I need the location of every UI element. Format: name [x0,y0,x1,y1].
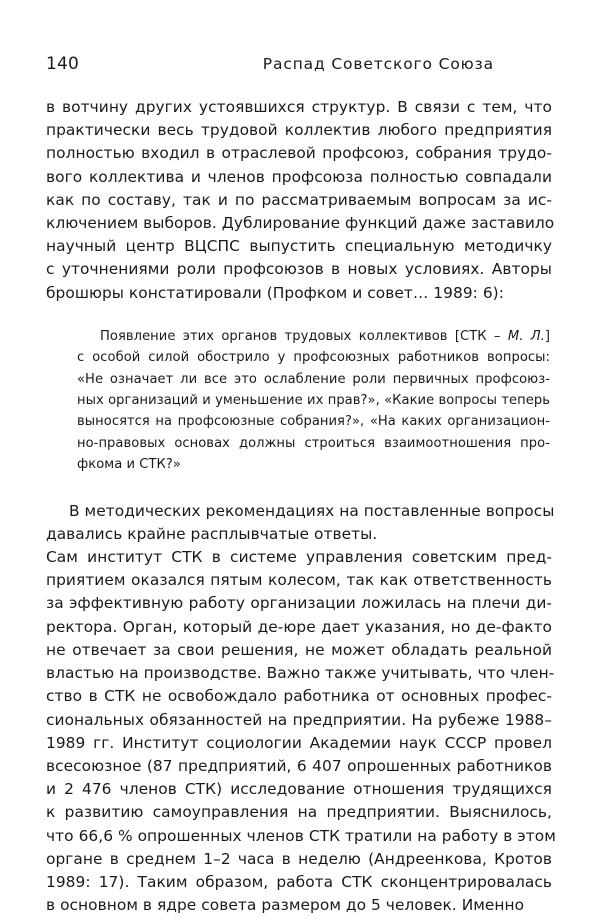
paragraph-stk-institute [46,546,556,917]
text-line: полностью входил в отраслевой профсоюз, собрания трудо- [46,144,552,163]
running-head [46,54,552,78]
text-line: практически весь трудовой коллектив любого предприятия [46,121,552,140]
text-line: ректора. Орган, который де-юре дает указания, но де-факто [46,617,552,636]
text-line: органе в среднем 1–2 часа в неделю (Андреенкова, Кротов [46,849,552,868]
text-line: всесоюзное (87 предприятий, 6 407 опрошенных работников [46,756,552,775]
text-line: брошюры констатировали (Профком и совет… 1989: 6): [46,283,504,302]
text-line: сиональных обязанностей на предприятии. На рубеже 1988– [46,710,552,729]
text-line: не отвечает за свои решения, не может обладать реальной [46,640,552,659]
page-number: 140 [46,54,80,74]
text-line: Сам институт СТК в системе управления советским пред- [46,548,552,567]
running-title: Распад Советского Союза [262,55,494,73]
blockquote-body [77,326,550,476]
text-line: 1989: 17). Таким образом, работа СТК сконцентрировалась [46,872,552,891]
text-column [46,96,556,917]
paragraph-continuation [46,96,555,305]
blockquote [46,326,552,476]
quote-line-1-prefix: Появление этих органов трудовых коллективов [СТК – [100,328,508,344]
text-line: что 66,6 % опрошенных членов СТК тратили на работу в этом [46,826,556,845]
editorial-initials: М. Л. [507,328,545,344]
text-line: давались крайне расплывчатые ответы. [46,524,378,543]
text-line: приятием оказался пятым колесом, так как ответственность [46,571,552,590]
text-line: в основном в ядре совета размером до 5 человек. Именно [46,896,525,915]
text-line: фкома и СТК?» [77,457,181,473]
text-line: к развитию самоуправления на предприятии. Выяснилось, [46,803,552,822]
text-line [77,326,550,347]
text-line: «Не означает ли все это ослабление роли первичных профсоюз- [77,371,550,387]
text-line: вого коллектива и членов профсоюза полностью совпадали [46,167,552,186]
quote-line-1-suffix: ] [544,328,550,344]
text-line: но-правовых основах должны строиться взаимоотношения про- [77,435,550,451]
text-line: с особой силой обострило у профсоюзных работников вопросы: [77,350,550,366]
vertical-space [46,305,552,326]
paragraph-methodical-recommendations [46,500,555,546]
text-line: научный центр ВЦСПС выпустить специальную методичку [46,237,552,256]
text-line: в вотчину других устоявшихся структур. В связи с тем, что [46,98,552,116]
text-line: властью на производстве. Важно также учитывать, что член- [46,664,555,683]
text-line: и 2 476 членов СТК) исследование отношения трудящихся [46,780,552,799]
text-line: 1989 гг. Институт социологии Академии наук СССР провел [46,733,552,752]
text-line: с уточнениями роли профсоюзов в новых условиях. Авторы [46,260,552,279]
text-line: ство в СТК не освобождало работника от основных профес- [46,687,552,706]
text-line: как по составу, так и по рассматриваемым вопросам за ис- [46,190,552,209]
text-line: выносятся на профсоюзные собрания?», «На каких организацион- [77,414,550,430]
text-line: ключением выборов. Дублирование функций даже заставило [46,214,555,233]
text-line: ных организаций и уменьшение их прав?», «Какие вопросы теперь [77,393,550,409]
vertical-space [46,476,552,500]
text-line: В методических рекомендациях на поставленные вопросы [69,501,555,520]
text-line: за эффективную работу организации ложилась на плечи ди- [46,594,552,613]
